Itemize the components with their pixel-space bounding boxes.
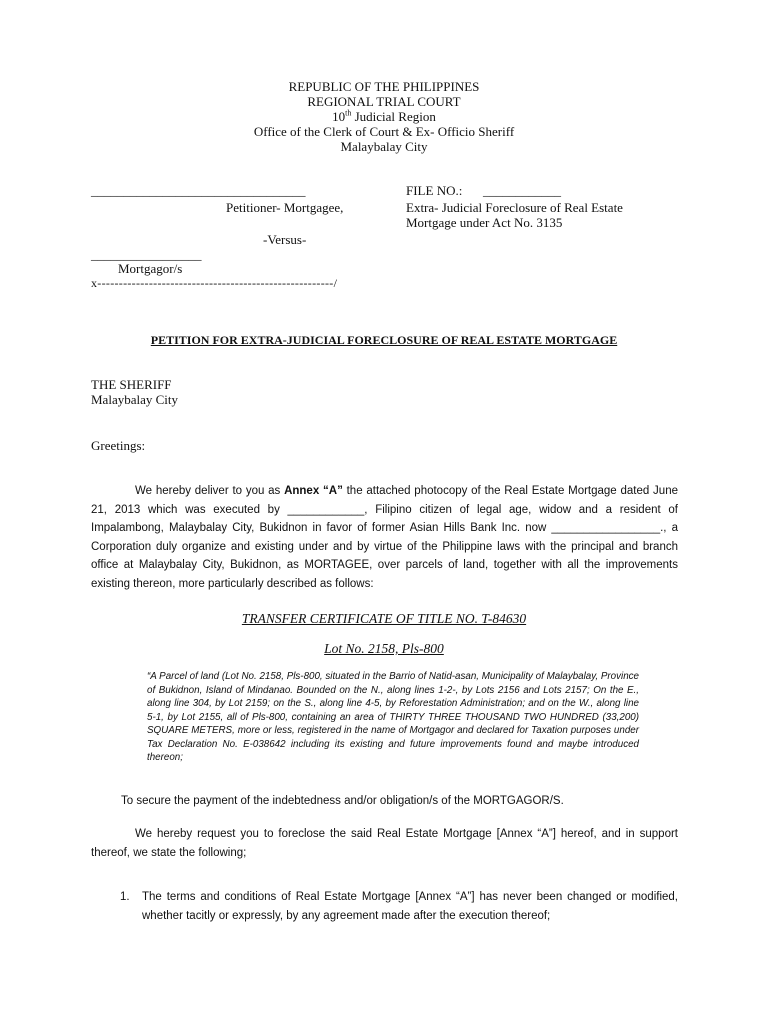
addressee-line1: THE SHERIFF [91,377,172,392]
lot-heading: Lot No. 2158, Pls-800 [324,641,444,656]
request-paragraph: We hereby request you to foreclose the said Real Estate Mortgage [Annex “A”] hereof, and in support thereof, we state the following; [91,828,678,859]
versus-label: -Versus- [263,232,307,247]
header-region-number: 10 [332,109,346,124]
addressee-line2: Malaybalay City [91,392,179,407]
mortgagor-blank: _________________ [91,247,202,262]
intro-paragraph [91,482,678,593]
annex-reference: Annex “A” [284,485,343,497]
petitioner-label: Petitioner- Mortgagee, [226,200,344,215]
list-item-text: The terms and conditions of Real Estate Mortgage [Annex “A”] has never been changed or modified, whether tacitly or expressly, by any agreement made after the execution thereof; [142,891,678,922]
header-region-text: Judicial Region [351,109,436,124]
case-type-line2: Mortgage under Act No. 3135 [406,215,563,230]
case-type-line1: Extra- Judicial Foreclosure of Real Estate [406,200,623,215]
secure-statement: To secure the payment of the indebtedness and/or obligation/s of the MORTGAGOR/S. [121,795,564,807]
mortgagor-label: Mortgagor/s [118,261,183,276]
intro-text-rest: the attached photocopy of the Real Estate Mortgage dated June 21, 2013 which was executed by ____________, Filipino citizen of legal age, widow and a resident of Impalambong, Malaybalay City, Bukidnon in favor of former Asian Hills Bank Inc. now _________________., a Corporation duly organize and existing under and by virtue of the Philippine laws with the principal and branch office at Malaybalay City, Bukidnon, as MORTAGEE, over parcels of land, together with all the improvements existing thereon, more particularly described as follows: [91,485,678,590]
file-no-label: FILE NO.: [406,183,463,198]
file-no-blank: ____________ [483,183,561,198]
greeting: Greetings: [91,438,146,453]
header-region [0,109,768,124]
header-court: REGIONAL TRIAL COURT [307,94,461,109]
property-description: “A Parcel of land (Lot No. 2158, Pls-800, situated in the Barrio of Natid-asan, Municipality of Malaybalay, Province of Bukidnon, Island of Mindanao. Bounded on the N., along lines 1-2-, by Lots 2156 and Lots 2157; On the E., along line 304, by Lot 2159; on the S., along line 4-5, by Reforestation Administration; and on the W., along line 5-1, by Lot 2155, all of Pls-800, containing an area of THIRTY THREE THOUSAND TWO HUNDRED (33,200) SQUARE METERS, more or less, registered in the name of Mortgagor and declared for Taxation purposes under Tax Declaration No. E-038642 including its existing and future improvements found and maybe introduced thereon; [147,671,639,763]
certificate-heading: TRANSFER CERTIFICATE OF TITLE NO. T-84630 [241,611,527,626]
header-city: Malaybalay City [340,139,428,154]
list-item-number: 1. [120,891,130,903]
header-republic: REPUBLIC OF THE PHILIPPINES [288,79,480,94]
header-office: Office of the Clerk of Court & Ex- Officio Sheriff [253,124,515,139]
petitioner-blank: _________________________________ [91,183,306,198]
header-region-suffix: th [345,108,352,118]
caption-separator: x-------------------------------------------------------/ [91,276,338,290]
intro-text-start: We hereby deliver to you as [135,485,285,497]
petition-title: PETITION FOR EXTRA-JUDICIAL FORECLOSURE OF REAL ESTATE MORTGAGE [150,333,618,347]
